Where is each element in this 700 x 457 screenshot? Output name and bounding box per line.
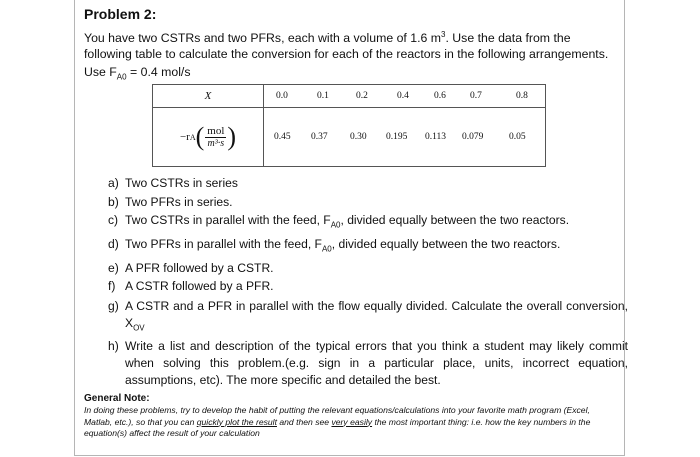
item-text: Write a list and description of the typical errors that you think a student may likely commit when solving this problem.(e.g. sign in a particular place, units, incorrect equation, assumptions, etc). The more specific and detailed the best. bbox=[125, 339, 628, 388]
note-text-1: In doing these problems, try to develop the habit of putting the relevant equations/calculations into your favorite math program (Excel, Matlab, etc.), so that you can bbox=[84, 405, 590, 427]
item-label: e) bbox=[108, 260, 119, 275]
item-text: Two PFRs in series. bbox=[125, 194, 233, 209]
rate-value: 0.30 bbox=[350, 132, 367, 142]
table-header-rate bbox=[153, 108, 264, 167]
list-item-d bbox=[108, 235, 628, 259]
rate-units bbox=[205, 125, 226, 149]
item-text: , divided equally between the two reactors. bbox=[331, 236, 561, 251]
rate-value: 0.113 bbox=[425, 132, 447, 142]
use-suffix: = 0.4 mol/s bbox=[126, 65, 191, 79]
list-item-g bbox=[108, 298, 628, 336]
rate-data-table bbox=[152, 84, 546, 167]
note-underlined-1: quickly plot the result bbox=[196, 416, 277, 427]
x-label: X bbox=[204, 90, 212, 102]
list-item-c bbox=[108, 211, 628, 235]
note-underlined-2: very easily bbox=[331, 416, 373, 427]
rate-units-denominator: m³·s bbox=[207, 138, 225, 149]
list-item-a bbox=[108, 174, 628, 193]
list-item-e bbox=[108, 259, 628, 278]
item-label: h) bbox=[108, 339, 119, 354]
feed-rate-line bbox=[84, 65, 191, 81]
item-label: f) bbox=[108, 279, 116, 294]
list-item-f bbox=[108, 277, 628, 296]
use-prefix: Use F bbox=[84, 65, 117, 79]
x-value: 0.6 bbox=[434, 91, 446, 101]
x-value: 0.1 bbox=[317, 91, 329, 101]
intro-superscript: 3 bbox=[441, 30, 446, 39]
table-row-rate bbox=[153, 108, 546, 167]
item-label: a) bbox=[108, 176, 119, 190]
item-label: c) bbox=[108, 213, 119, 227]
x-value: 0.0 bbox=[276, 91, 288, 101]
problem-title: Problem 2: bbox=[84, 6, 157, 22]
item-subscript: A0 bbox=[321, 244, 332, 254]
table-row-conversion bbox=[153, 85, 546, 108]
rate-units-numerator: mol bbox=[207, 125, 225, 137]
x-values-cell bbox=[264, 85, 546, 108]
problem-intro bbox=[84, 27, 619, 62]
item-label: b) bbox=[108, 194, 119, 209]
item-text: A CSTR and a PFR in parallel with the flow equally divided. Calculate the overall conversion, X bbox=[125, 298, 628, 330]
rate-value: 0.37 bbox=[311, 132, 328, 142]
x-value: 0.2 bbox=[356, 91, 368, 101]
general-note-title: General Note: bbox=[84, 393, 150, 404]
use-subscript: A0 bbox=[116, 72, 127, 82]
rate-value: 0.05 bbox=[509, 132, 526, 142]
rate-value: 0.45 bbox=[274, 132, 291, 142]
item-subscript: A0 bbox=[330, 220, 341, 230]
note-text-3: the most important thing: i.e. how the key numbers in the equation(s) affect the result of your calculation bbox=[84, 416, 591, 438]
intro-text-1: You have two CSTRs and two PFRs, each with a volume of 1.6 m bbox=[84, 31, 442, 46]
rate-prefix: −r bbox=[179, 131, 190, 143]
item-text: , divided equally between the two reactors. bbox=[340, 213, 570, 227]
x-value: 0.4 bbox=[397, 91, 409, 101]
left-paren: ( bbox=[195, 122, 205, 151]
rate-subscript: A bbox=[189, 132, 196, 142]
item-text: Two CSTRs in series bbox=[125, 176, 238, 190]
item-text: Two PFRs in parallel with the feed, F bbox=[125, 236, 322, 251]
intro-text-2: . Use the data from the following table to calculate the conversion for each of the reactors in the following arrangements. bbox=[84, 31, 609, 62]
list-item-h bbox=[108, 338, 628, 389]
item-text: A CSTR followed by a PFR. bbox=[125, 279, 274, 294]
arrangement-list bbox=[108, 174, 628, 391]
general-note-body bbox=[84, 405, 619, 440]
item-label: g) bbox=[108, 298, 119, 313]
x-value: 0.7 bbox=[470, 91, 482, 101]
rate-values-cell bbox=[264, 108, 546, 167]
item-text: Two CSTRs in parallel with the feed, F bbox=[125, 213, 331, 227]
right-paren: ) bbox=[227, 122, 237, 151]
rate-value: 0.079 bbox=[462, 132, 484, 142]
list-item-b bbox=[108, 193, 628, 212]
rate-expression bbox=[180, 124, 236, 150]
rate-value: 0.195 bbox=[386, 132, 408, 142]
item-text: A PFR followed by a CSTR. bbox=[125, 260, 274, 275]
item-label: d) bbox=[108, 236, 119, 251]
item-subscript: OV bbox=[133, 323, 145, 333]
x-value: 0.8 bbox=[516, 91, 528, 101]
note-text-2: and then see bbox=[276, 416, 332, 427]
table-header-x bbox=[153, 85, 264, 108]
